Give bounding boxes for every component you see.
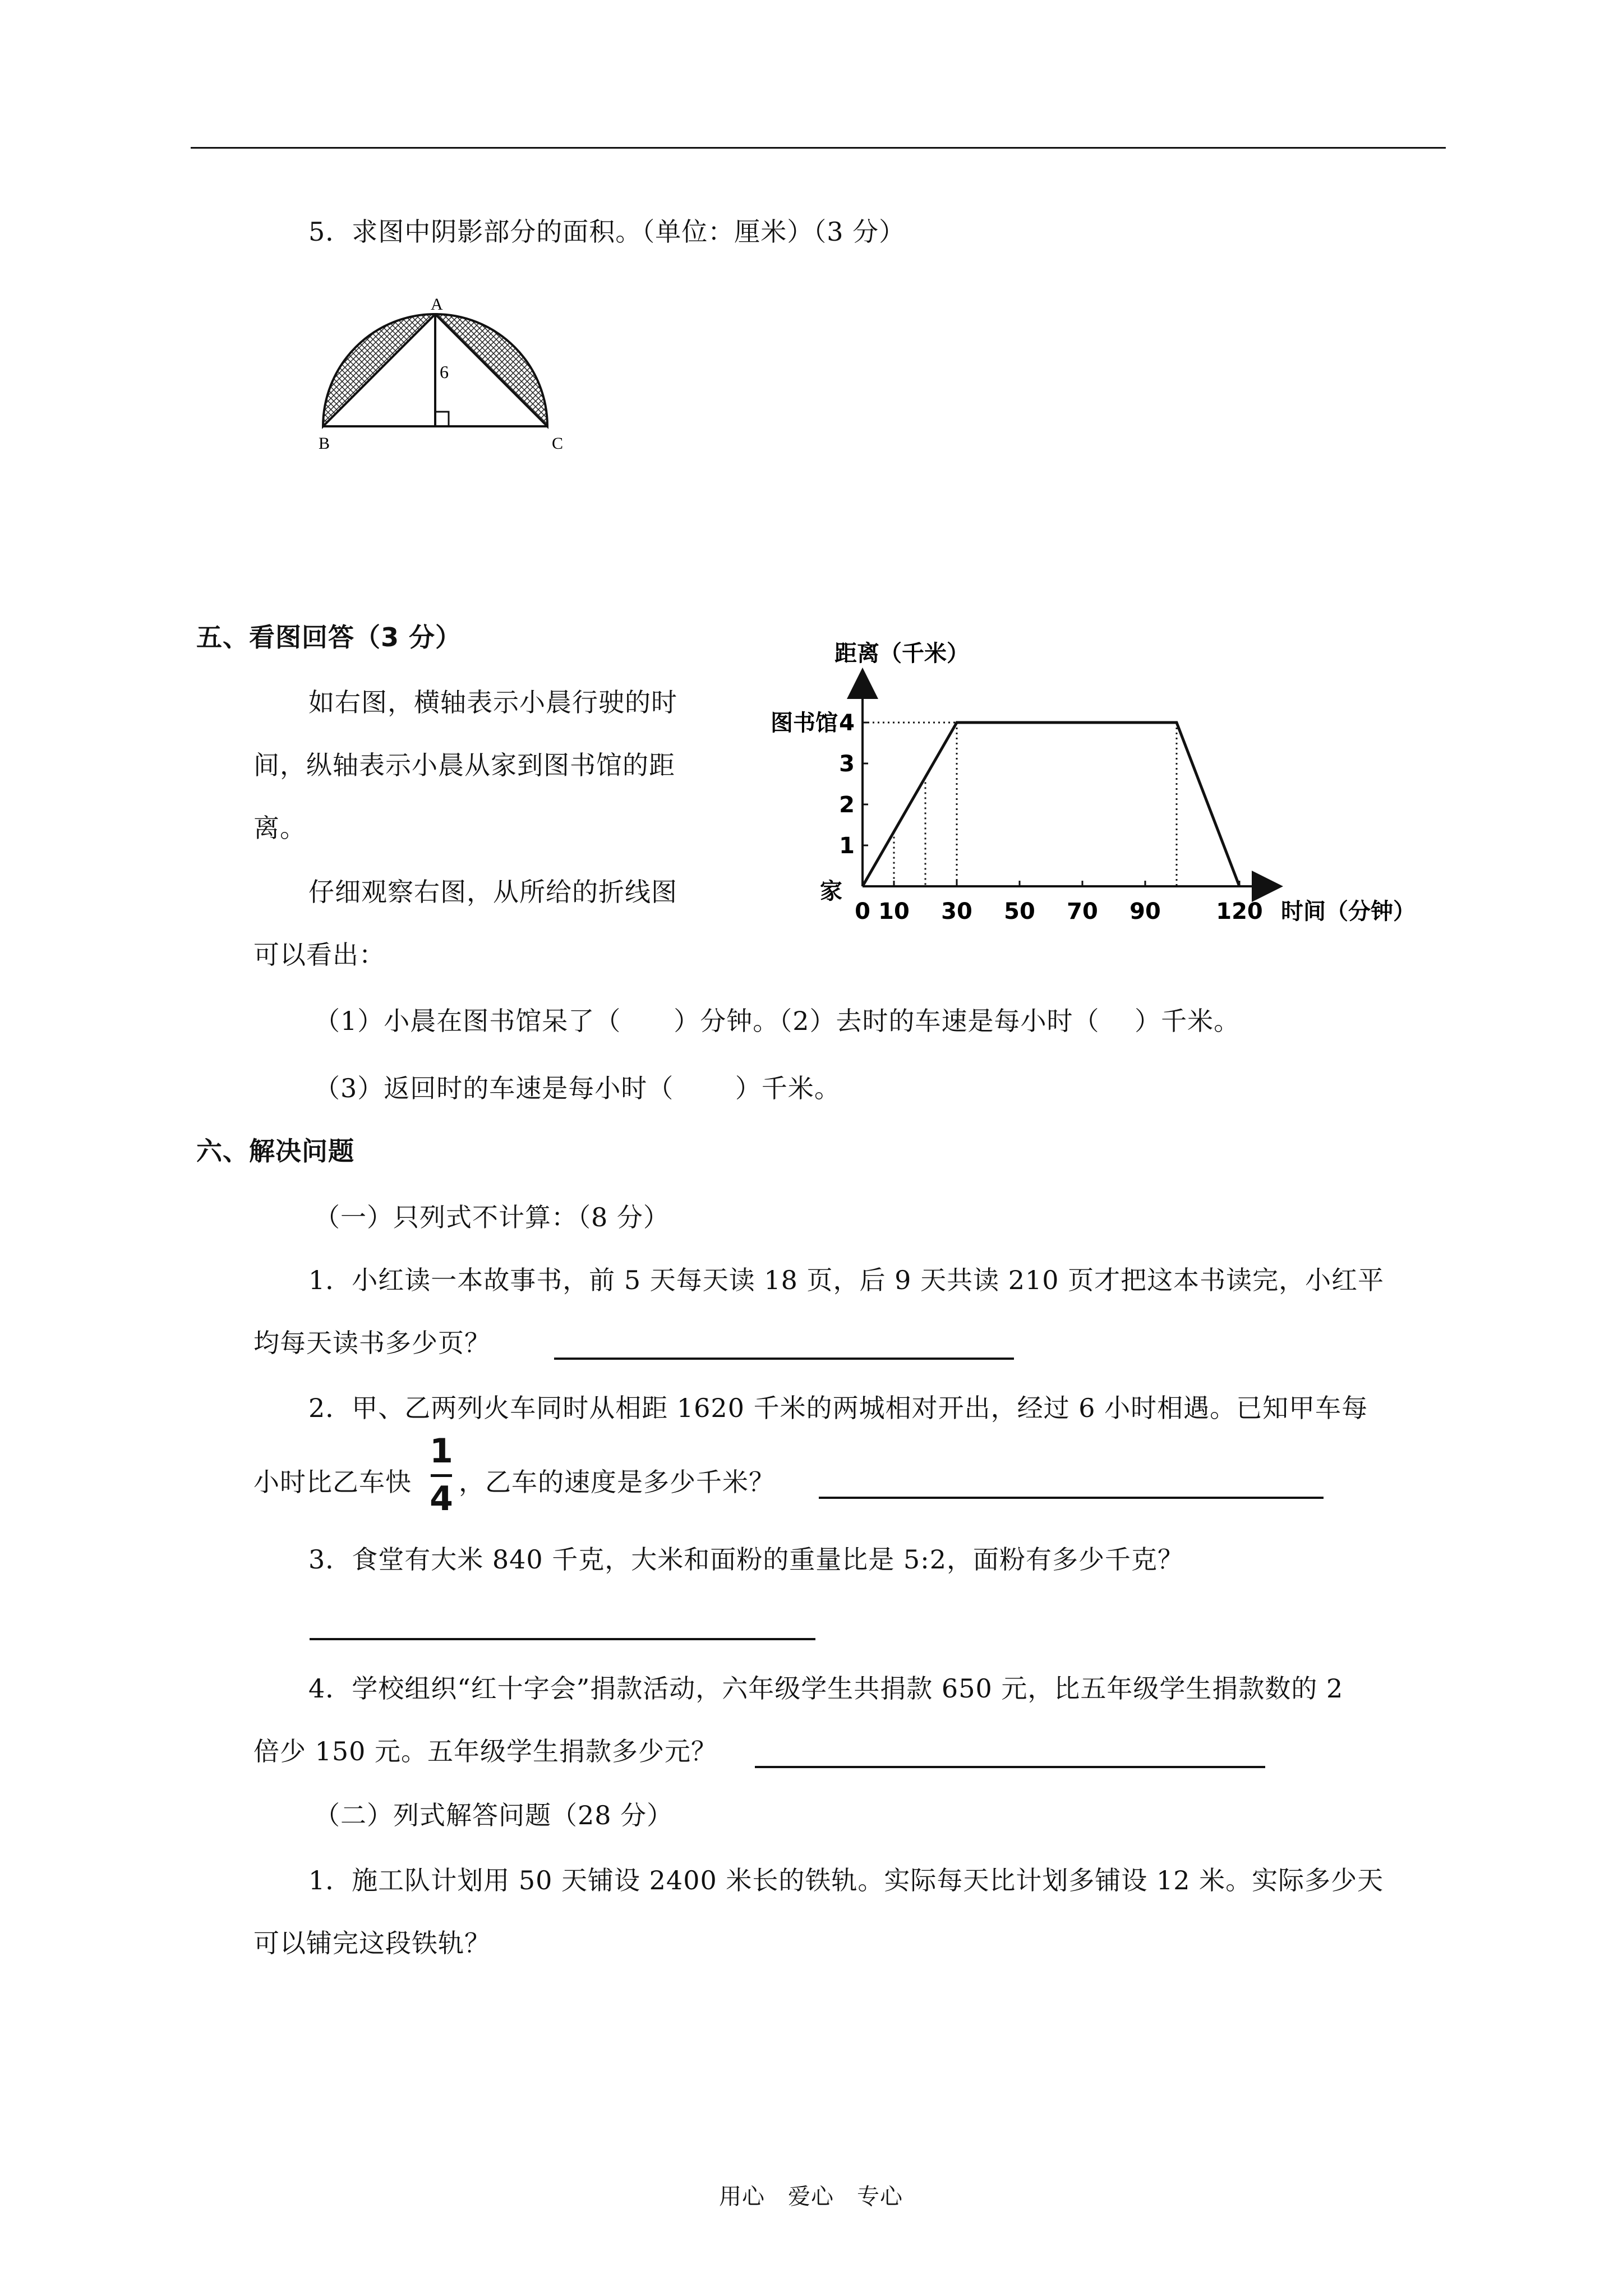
section5-q3: （3）返回时的车速是每小时（ ）千米。 — [314, 1073, 841, 1103]
problem2-line2b: ，乙车的速度是多少千米？ — [459, 1467, 775, 1497]
x-tick-label: 50 — [1004, 899, 1035, 924]
problem4-line2: 倍少 150 元。五年级学生捐款多少元？ — [253, 1736, 718, 1766]
label-height: 6 — [440, 362, 449, 382]
x-tick-label: 30 — [941, 899, 972, 924]
section6-heading: 六、解决问题 — [196, 1136, 354, 1166]
answer-blank-1[interactable] — [554, 1358, 1014, 1360]
problem4-line1: 4．学校组织“红十字会”捐款活动，六年级学生共捐款 650 元，比五年级学生捐款数的 2 — [308, 1673, 1344, 1704]
x-tick-label: 90 — [1129, 899, 1161, 924]
section5-desc-line1: 如右图，横轴表示小晨行驶的时 — [308, 687, 677, 717]
problem1-line2: 均每天读书多少页？ — [253, 1328, 491, 1358]
problem5-line2: 可以铺完这段铁轨？ — [253, 1928, 491, 1958]
shaded-region-left — [323, 314, 435, 426]
y-tick-label: 2 — [839, 792, 855, 818]
answer-blank-2[interactable] — [819, 1497, 1324, 1499]
fraction-numerator: 1 — [430, 1432, 453, 1471]
section5-desc-line2: 间，纵轴表示小晨从家到图书馆的距 — [253, 750, 675, 780]
section5-observe-line2: 可以看出： — [253, 940, 385, 970]
y-tick-label: 4 — [839, 710, 855, 736]
x-tick-label: 10 — [878, 899, 910, 924]
fraction-bar — [431, 1474, 452, 1477]
problem2-line2a: 小时比乙车快 — [253, 1467, 412, 1497]
label-a: A — [431, 295, 443, 314]
answer-blank-4[interactable] — [755, 1766, 1265, 1768]
section6-sub2: （二）列式解答问题（28 分） — [314, 1800, 674, 1830]
section5-observe-line1: 仔细观察右图，从所给的折线图 — [308, 877, 677, 907]
problem2-line1: 2．甲、乙两列火车同时从相距 1620 千米的两城相对开出，经过 6 小时相遇。已知甲车每 — [308, 1393, 1368, 1423]
x-tick-label: 0 — [855, 899, 870, 924]
problem1-line1: 1．小红读一本故事书，前 5 天每天读 18 页，后 9 天共读 210 页才把这本书读完，小红平 — [308, 1265, 1385, 1295]
distance-time-chart — [751, 628, 1402, 931]
section5-q1: （1）小晨在图书馆呆了（ ）分钟。（2）去时的车速是每小时（ ）千米。 — [314, 1006, 1241, 1036]
distance-series-line — [863, 723, 1239, 886]
fraction-denominator: 4 — [430, 1479, 453, 1519]
problem3: 3．食堂有大米 840 千克，大米和面粉的重量比是 5:2，面粉有多少千克？ — [308, 1544, 1184, 1575]
y-axis-label: 距离（千米） — [834, 641, 969, 666]
x-axis-label: 时间（分钟） — [1281, 899, 1402, 924]
answer-blank-3[interactable] — [310, 1638, 815, 1640]
page-footer: 用心 爱心 专心 — [719, 2184, 903, 2210]
y-tick-label: 3 — [839, 751, 855, 777]
x-tick-label: 120 — [1216, 899, 1263, 924]
semicircle-figure — [303, 269, 572, 471]
label-b: B — [319, 434, 330, 453]
section5-heading: 五、看图回答（3 分） — [196, 622, 462, 652]
section5-desc-line3: 离。 — [253, 813, 306, 843]
header-rule — [191, 147, 1446, 149]
problem5-line1: 1．施工队计划用 50 天铺设 2400 米长的铁轨。实际每天比计划多铺设 12 米。实际多少天 — [308, 1865, 1384, 1895]
q5-text: 5．求图中阴影部分的面积。（单位：厘米）（3 分） — [308, 217, 906, 247]
section6-sub1: （一）只列式不计算：（8 分） — [314, 1202, 670, 1232]
shaded-region-right — [435, 314, 547, 426]
label-c: C — [552, 434, 564, 453]
y-tick-label: 1 — [839, 833, 855, 859]
y-top-label: 图书馆 — [771, 710, 838, 736]
x-tick-label: 70 — [1067, 899, 1098, 924]
y-origin-label: 家 — [820, 878, 842, 904]
